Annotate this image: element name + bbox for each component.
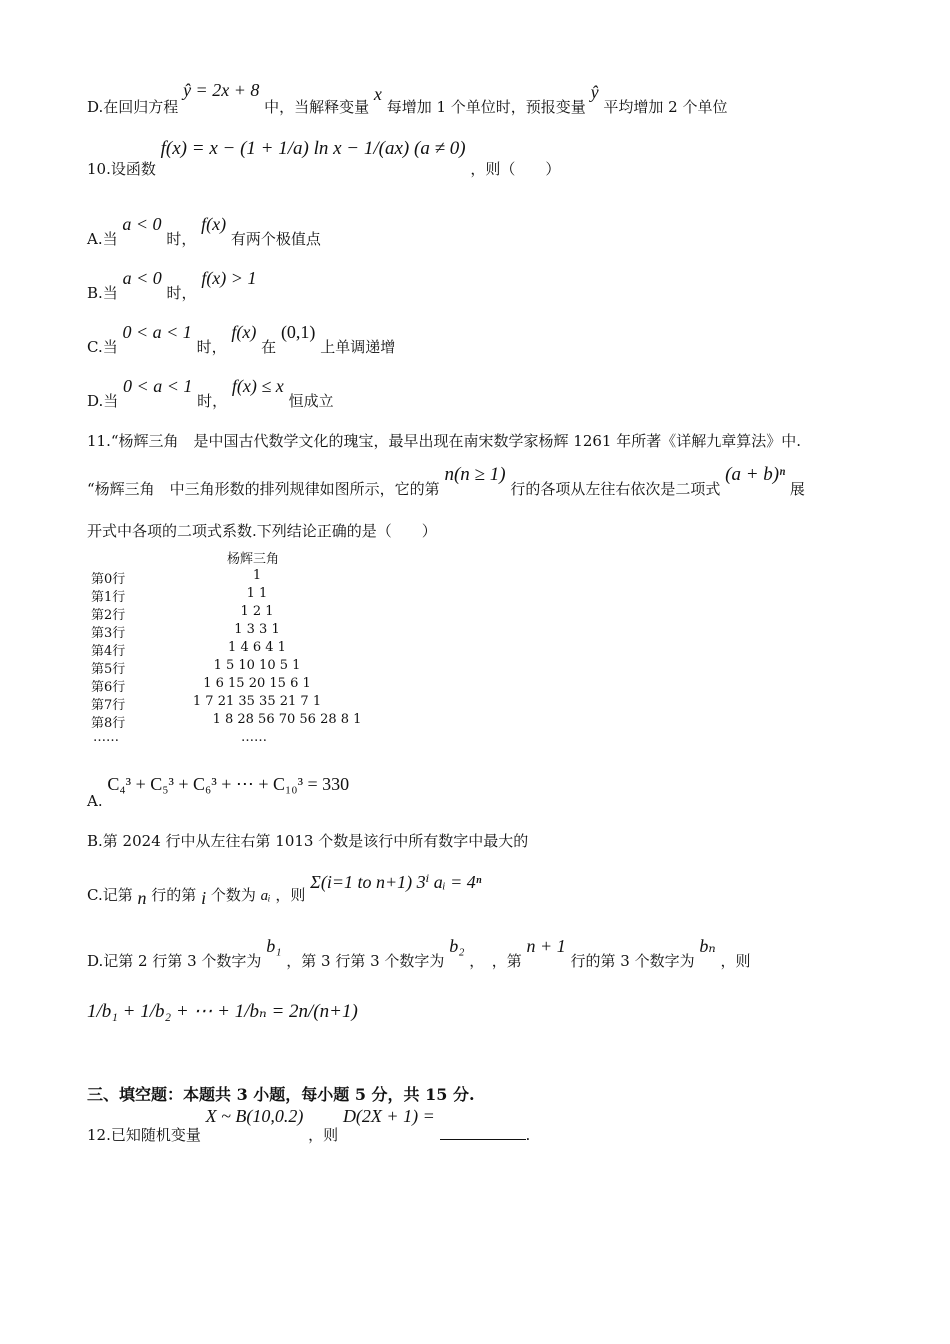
q10-c-label: C.当: [87, 338, 118, 356]
section3-heading: 三、填空题：本题共 3 小题，每小题 5 分，共 15 分.: [87, 1085, 475, 1104]
q11-c-a: C.记第: [87, 886, 133, 904]
q11-line2a: “杨辉三角 中三角形数的排列规律如图所示，它的第: [87, 480, 440, 498]
q11-c-ai: aᵢ: [260, 888, 271, 904]
q11-d-b2: b₂: [449, 936, 465, 956]
row-label: 第7行: [91, 698, 126, 713]
q11-option-d: [87, 936, 751, 970]
row-values: 1 2 1: [240, 604, 274, 619]
q9-d-text1: 在回归方程: [103, 98, 179, 116]
q10-d-mid: 时，: [197, 392, 228, 410]
q9-d-var2: ŷ: [590, 82, 599, 102]
row-label: 第3行: [91, 626, 126, 641]
q10-c-cond: 0 < a < 1: [122, 322, 192, 342]
q10-a-text: 有两个极值点: [230, 230, 321, 248]
q9-d-formula: ŷ = 2x + 8: [183, 80, 260, 100]
q10-option-b: [87, 268, 257, 302]
q10-a-mid: 时，: [166, 230, 197, 248]
row-label: 第5行: [91, 662, 126, 677]
q11-line2c: 行的各项从左往右依次是二项式: [510, 480, 721, 498]
q11-option-c: [87, 862, 482, 908]
row-values: 1 7 21 35 35 21 7 1: [192, 694, 322, 709]
q11-c-n: n: [137, 888, 147, 908]
q12-text-b: ，则: [308, 1126, 339, 1144]
q10-a-expr: f(x): [201, 214, 227, 234]
q10-c-text2: 上单调递增: [320, 338, 396, 356]
row-label: 第2行: [91, 608, 126, 623]
q12-answer-blank[interactable]: [440, 1125, 526, 1140]
q10-d-expr: f(x) ≤ x: [231, 376, 284, 396]
q12-formula1: X ~ B(10,0.2): [205, 1106, 304, 1126]
q12-formula2: D(2X + 1) =: [342, 1106, 435, 1126]
q9-d-text3: 每增加 1 个单位时，预报变量: [386, 98, 586, 116]
q9-d-text2: 中，当解释变量: [264, 98, 370, 116]
q10-option-d: [87, 376, 334, 410]
q11-d-n1: n + 1: [526, 936, 566, 956]
q10-c-mid: 时，: [196, 338, 227, 356]
q9-d-var: x: [373, 84, 382, 104]
row-label: 第6行: [91, 680, 126, 695]
q11-c-c: 个数为: [210, 886, 256, 904]
triangle-title: 杨辉三角: [227, 552, 280, 567]
q11-c-b: 行的第: [151, 886, 197, 904]
q11-d-b1: b₁: [266, 936, 282, 956]
q11-line2e: 展: [789, 480, 805, 498]
q9-option-d: [87, 80, 728, 116]
triangle-dots-mid: ……: [241, 730, 267, 745]
q11-d-bn: bₙ: [699, 936, 716, 956]
q10-tail: ，则（ ）: [470, 160, 561, 178]
q11-line2: [87, 464, 805, 498]
q11-d-a: D.记第 2 行第 3 个数字为: [87, 952, 262, 970]
q11-d-e: ，则: [720, 952, 751, 970]
row-values: 1: [252, 568, 262, 583]
q11-d-d: 行的第 3 个数字为: [570, 952, 695, 970]
q11-line3: 开式中各项的二项式系数.下列结论正确的是（ ）: [87, 522, 437, 540]
q10-a-cond: a < 0: [122, 214, 162, 234]
row-values: 1 4 6 4 1: [228, 640, 286, 655]
q10-d-label: D.当: [87, 392, 119, 410]
q10-formula: f(x) = x − (1 + 1/a) ln x − 1/(ax) (a ≠ 0): [160, 138, 466, 159]
q11-d-c: ， ，第: [469, 952, 522, 970]
q11-line2d: (a + b)ⁿ: [725, 464, 786, 485]
q11-option-a: [87, 774, 350, 810]
q11-line2b: n(n ≥ 1): [444, 464, 506, 485]
q11-c-formula: Σ(i=1 to n+1) 3ⁱ aᵢ = 4ⁿ: [310, 872, 482, 892]
q10-option-a: [87, 214, 321, 248]
q11-d-formula: 1/b₁ + 1/b₂ + ⋯ + 1/bₙ = 2n/(n+1): [87, 1001, 358, 1022]
triangle-dots-left: ……: [93, 730, 119, 745]
q10-d-cond: 0 < a < 1: [123, 376, 193, 396]
q10-d-text: 恒成立: [288, 392, 334, 410]
q11-a-label: A.: [87, 792, 103, 810]
q10-c-interval: (0,1): [280, 322, 316, 342]
q11-c-i: i: [201, 888, 207, 908]
row-label: 第0行: [91, 572, 126, 587]
q11-a-formula: C₄³ + C₅³ + C₆³ + ⋯ + C₁₀³ = 330: [107, 774, 350, 794]
q12-end: .: [525, 1126, 531, 1144]
q12: [87, 1106, 531, 1144]
row-values: 1 1: [246, 586, 268, 601]
q10-label: 10.设函数: [87, 160, 156, 178]
q10-c-expr: f(x): [231, 322, 257, 342]
row-label: 第1行: [91, 590, 126, 605]
row-label: 第8行: [91, 716, 126, 731]
q11-d-formula-line: [87, 1000, 358, 1023]
q10-stem: [87, 138, 561, 178]
q10-c-text: 在: [261, 338, 277, 356]
row-values: 1 6 15 20 15 6 1: [203, 676, 311, 691]
q10-b-label: B.当: [87, 284, 118, 302]
q11-d-b: ，第 3 行第 3 个数字为: [286, 952, 445, 970]
row-values: 1 8 28 56 70 56 28 8 1: [212, 712, 362, 727]
q9-d-text4: 平均增加 2 个单位: [603, 98, 728, 116]
q11-option-b: B.第 2024 行中从左往右第 1013 个数是该行中所有数字中最大的: [87, 832, 529, 850]
q10-a-label: A.当: [87, 230, 118, 248]
row-values: 1 5 10 10 5 1: [213, 658, 301, 673]
q11-c-d: ，则: [275, 886, 306, 904]
q10-b-mid: 时，: [166, 284, 197, 302]
q11-line1: 11.“杨辉三角 是中国古代数学文化的瑰宝，最早出现在南宋数学家杨辉 1261 年所著《详解九章算法》中.: [87, 432, 802, 450]
row-label: 第4行: [91, 644, 126, 659]
q10-b-expr: f(x) > 1: [201, 268, 257, 288]
q10-option-c: [87, 322, 396, 356]
q9-d-label: D.: [87, 98, 104, 116]
row-values: 1 3 3 1: [234, 622, 280, 637]
q12-text-a: 12.已知随机变量: [87, 1126, 201, 1144]
q10-b-cond: a < 0: [122, 268, 162, 288]
